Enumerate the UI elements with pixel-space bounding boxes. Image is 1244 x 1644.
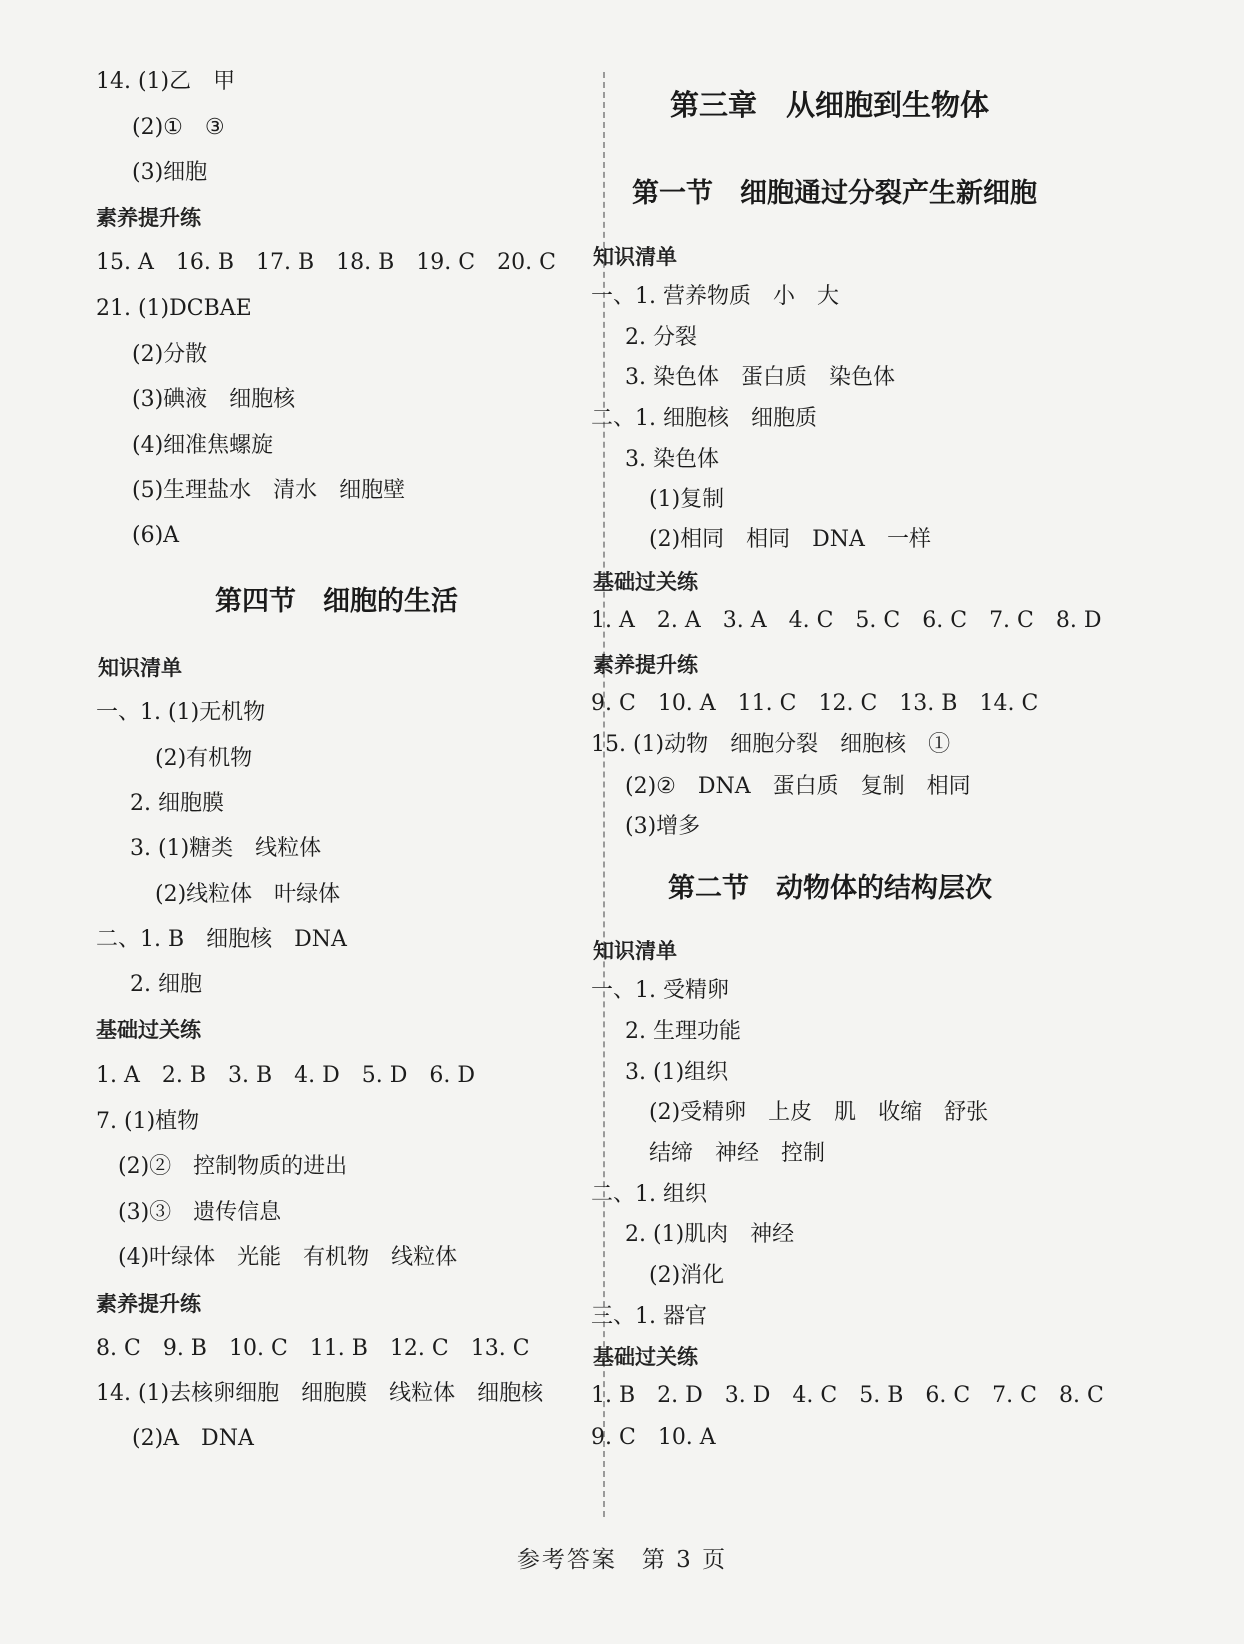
knowledge-line-3: 2. 细胞膜 [130, 791, 224, 816]
section-label-knowledge-2: 知识清单 [593, 939, 677, 963]
q21-line-6: (6)A [132, 523, 180, 548]
knowledge-line-1: 一、1. 营养物质 小 大 [591, 284, 839, 309]
improve-answers: 9. C 10. A 11. C 12. C 13. B 14. C [591, 691, 1039, 716]
section-label-basic: 基础过关练 [593, 570, 698, 594]
q14b-line-1: 14. (1)去核卵细胞 细胞膜 线粒体 细胞核 [96, 1381, 544, 1406]
section-label-basic-2: 基础过关练 [593, 1345, 698, 1369]
knowledge-line-4: 二、1. 细胞核 细胞质 [591, 406, 817, 431]
basic-answers: 1. A 2. A 3. A 4. C 5. C 6. C 7. C 8. D [591, 608, 1102, 633]
knowledge-line-7: (2)相同 相同 DNA 一样 [649, 527, 931, 552]
q21-line-1: 21. (1)DCBAE [96, 296, 252, 321]
answers-8-13: 8. C 9. B 10. C 11. B 12. C 13. C [96, 1336, 530, 1361]
basic-answers-3: 9. C 10. A [591, 1425, 716, 1450]
knowledge-line-5: 3. 染色体 [625, 447, 719, 472]
q14b-line-2: (2)A DNA [132, 1426, 254, 1451]
section-label-improve: 素养提升练 [593, 653, 698, 677]
q21-line-2: (2)分散 [132, 342, 208, 367]
knowledge-line-7: 2. 细胞 [130, 972, 202, 997]
q14-line-1: 14. (1)乙 甲 [96, 69, 236, 94]
knowledge-line-4: 3. (1)糖类 线粒体 [130, 836, 322, 861]
q15-line-3: (3)增多 [625, 814, 701, 839]
section-label-improve-2: 素养提升练 [96, 1292, 201, 1316]
section-label-basic: 基础过关练 [96, 1018, 201, 1042]
q14-line-3: (3)细胞 [132, 160, 208, 185]
knowledge-line-5: (2)线粒体 叶绿体 [155, 882, 341, 907]
m-line-4: (2)受精卵 上皮 肌 收缩 舒张 [649, 1100, 989, 1125]
q21-line-4: (4)细准焦螺旋 [132, 433, 274, 458]
q21-line-3: (3)碘液 细胞核 [132, 387, 296, 412]
section-4-title: 第四节 细胞的生活 [215, 586, 458, 617]
m-line-5: 结缔 神经 控制 [649, 1141, 826, 1166]
section-2-title: 第二节 动物体的结构层次 [668, 873, 992, 904]
q7-line-3: (3)③ 遗传信息 [118, 1200, 282, 1225]
m-line-7: 2. (1)肌肉 神经 [625, 1222, 795, 1247]
q15-line-1: 15. (1)动物 细胞分裂 细胞核 ① [591, 732, 951, 757]
knowledge-line-6: (1)复制 [649, 487, 725, 512]
basic-answers-2: 1. B 2. D 3. D 4. C 5. B 6. C 7. C 8. C [591, 1383, 1104, 1408]
chapter-title: 第三章 从细胞到生物体 [670, 88, 990, 122]
knowledge-line-2: 2. 分裂 [625, 325, 697, 350]
q7-line-1: 7. (1)植物 [96, 1109, 200, 1134]
answers-15-20: 15. A 16. B 17. B 18. B 19. C 20. C [96, 250, 556, 275]
section-1-title: 第一节 细胞通过分裂产生新细胞 [632, 178, 1037, 209]
section-label-knowledge: 知识清单 [98, 656, 182, 680]
q14-line-2: (2)① ③ [132, 115, 225, 140]
section-label-knowledge: 知识清单 [593, 245, 677, 269]
m-line-8: (2)消化 [649, 1263, 725, 1288]
q21-line-5: (5)生理盐水 清水 细胞壁 [132, 478, 406, 503]
knowledge-line-2: (2)有机物 [155, 746, 253, 771]
q7-line-2: (2)② 控制物质的进出 [118, 1154, 348, 1179]
q15-line-2: (2)② DNA 蛋白质 复制 相同 [625, 774, 971, 799]
m-line-6: 二、1. 组织 [591, 1182, 707, 1207]
page-footer: 参考答案 第 3 页 [516, 1547, 728, 1573]
m-line-1: 一、1. 受精卵 [591, 978, 729, 1003]
m-line-2: 2. 生理功能 [625, 1019, 741, 1044]
q7-line-4: (4)叶绿体 光能 有机物 线粒体 [118, 1245, 458, 1270]
m-line-3: 3. (1)组织 [625, 1060, 729, 1085]
section-label-improve: 素养提升练 [96, 206, 201, 230]
basic-answers: 1. A 2. B 3. B 4. D 5. D 6. D [96, 1063, 476, 1088]
knowledge-line-3: 3. 染色体 蛋白质 染色体 [625, 365, 895, 390]
knowledge-line-6: 二、1. B 细胞核 DNA [96, 927, 347, 952]
m-line-9: 三、1. 器官 [591, 1304, 707, 1329]
knowledge-line-1: 一、1. (1)无机物 [96, 700, 266, 725]
